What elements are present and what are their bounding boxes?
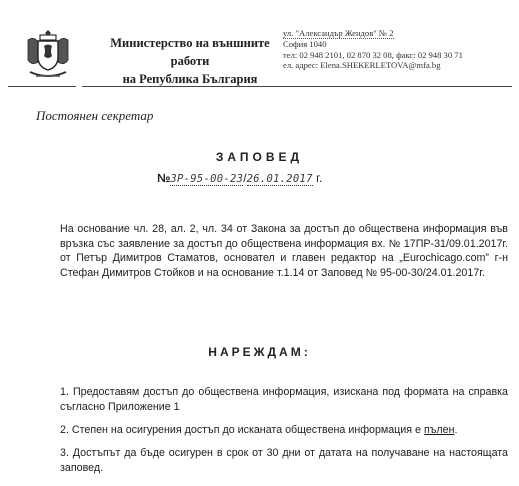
phone-fax: тел: 02 948 2101, 02 870 32 08, факс: 02 948 30 71 [283, 49, 463, 60]
ministry-line-2: на Република България [122, 72, 258, 86]
decree-item-2 [60, 423, 508, 438]
number-sign: № [157, 171, 171, 185]
header-divider-right [82, 86, 512, 87]
decree-heading: НАРЕЖДАМ: [208, 345, 311, 359]
decree-item-2-end: . [454, 424, 458, 436]
email-address: ел. адрес: Elena.SHEKERLETOVA@mfa.bg [283, 60, 441, 71]
address-city: София 1040 [283, 39, 327, 50]
order-number: ЗР-95-00-23 [170, 173, 244, 185]
decree-item-2-text: 2. Степен на осигурения достъп до исканата обществена информация е [60, 424, 424, 436]
address-street: ул. "Александър Жендов" № 2 [283, 28, 394, 38]
contact-block [283, 28, 515, 71]
decree-item-2-underlined: пълен [423, 424, 455, 436]
order-separator: / [243, 171, 247, 185]
header-divider-left [8, 86, 76, 87]
ministry-name [90, 34, 290, 88]
decree-item-1: 1. Предоставям достъп до обществена информация, изискана под формата на справка съгласно Приложение 1 [60, 386, 508, 413]
coat-of-arms-icon [20, 26, 76, 82]
order-date: 26.01.2017 [246, 173, 313, 185]
order-suffix: г. [316, 171, 323, 185]
order-number-line [157, 171, 322, 185]
intro-paragraph: На основание чл. 28, ал. 2, чл. 34 от Закона за достъп до обществена информация във връзка със заявление за достъп до обществена информация вх. № 17ПР-31/09.01.2017г. от Петър Димитров Стаматов, основател и главен редактор на „Eurochicago.com” г-н Стефан Димитров Стойков и на основание т.1.14 от Заповед № 95-00-30/24.01.2017г. [60, 223, 508, 279]
signatory-title: Постоянен секретар [36, 108, 154, 123]
ministry-line-1: Министерство на външните работи [110, 36, 270, 68]
document-title: ЗАПОВЕД [215, 150, 304, 164]
decree-item-3: 3. Достъпът да бъде осигурен в срок от 30 дни от датата на получаване на настоящата заповед. [60, 447, 508, 474]
